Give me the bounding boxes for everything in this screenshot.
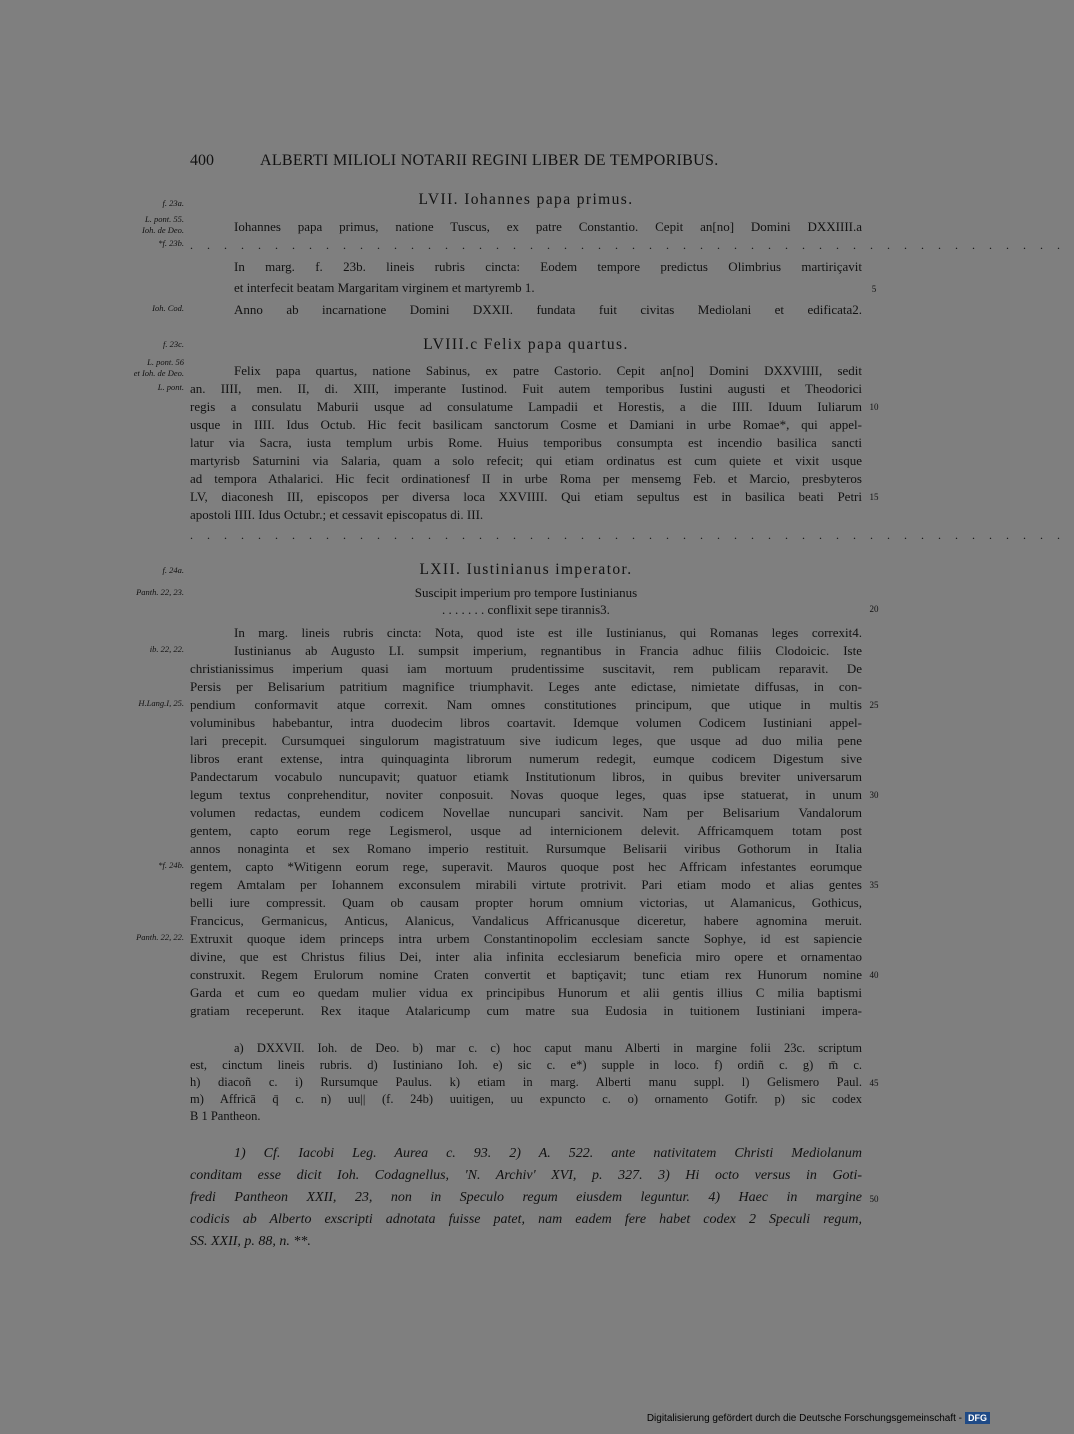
text-line: latur via Sacra, iusta templum urbis Rome. Huius temporibus consumpta est incendio basilica sancti xyxy=(190,435,862,450)
text-line: Extruxit quoque idem princeps intra urbem Constantinopolim ecclesiam sancte Sophye, id est sapiencie xyxy=(190,931,862,946)
line-number: 25 xyxy=(869,700,879,710)
line-number: 35 xyxy=(869,880,879,890)
text-line: regem Amtalam per Iohannem exconsulem mirabili virtute protrivit. Pari etiam modo et alias gentes xyxy=(190,877,862,892)
text-line: 1) Cf. Iacobi Leg. Aurea c. 93. 2) A. 522. ante nativitatem Christi Mediolanum xyxy=(234,1146,862,1161)
margin-note: f. 24a. xyxy=(162,565,184,575)
margin-note: *f. 23b. xyxy=(158,238,184,248)
text-line: ad tempora Athalarici. Hic fecit ordinationesf II in urbe Roma per mensemg Feb. et Marcio, presbyteros xyxy=(190,471,862,486)
page-number: 400 xyxy=(190,152,214,169)
text-line: conditam esse dicit Ioh. Codagnellus, 'N. Archiv' XVI, p. 327. 3) Hi octo versus in Goti- xyxy=(190,1168,862,1183)
footer-text: Digitalisierung gefördert durch die Deutsche Forschungsgemeinschaft - xyxy=(646,1413,962,1424)
text-line: LVII. Iohannes papa primus. xyxy=(418,191,634,208)
text-line: Persis per Belisarium patritium magnifice triumphavit. Leges ante edictase, nimietate diffusas, in con- xyxy=(190,679,862,694)
line-number: 10 xyxy=(869,402,879,412)
text-line: codicis ab Alberto exscripti adnotata fuisse patet, nam eadem fere habet codex 2 Speculi regum, xyxy=(190,1212,862,1227)
text-line: m) Affricā q̄ c. n) uu|| (f. 24b) uuitigen, uu expuncto c. o) ornamento Gotifr. p) sic codex xyxy=(190,1092,862,1106)
line-number: 5 xyxy=(871,284,877,294)
text-line: In marg. lineis rubris cincta: Nota, quod iste est ille Iustinianus, qui Romanas leges correxit4. xyxy=(234,625,862,640)
text-line: annos nonaginta et sex Romano imperio restituit. Rursumque Belisarii viribus Gothorum in Italia xyxy=(190,841,862,856)
text-line: volumen redactas, eundem codicem Novellae nuncupari sancivit. Nam per Belisarium Vandalorum xyxy=(190,805,862,820)
text-line: est, cinctum lineis rubris. d) Iustiniano Ioh. e) sic c. e*) supple in loco. f) ordiñ c. g) m̄ c. xyxy=(190,1058,862,1072)
text-line: Garda et cum eo quedam mulier vidua ex principibus Hunorum et alii gentis illius C milia baptismi xyxy=(190,985,862,1000)
running-title: ALBERTI MILIOLI NOTARII REGINI LIBER DE TEMPORIBUS. xyxy=(260,152,719,169)
text-line: libros erant extense, intra quinquaginta librorum numerum redegit, eumque codicem Digestum sive xyxy=(190,751,862,766)
text-line: h) diacoñ c. i) Rursumque Paulus. k) etiam in marg. Alberti manu suppl. l) Gelismero Paul. xyxy=(190,1075,862,1089)
text-line: usque in IIII. Idus Octub. Hic fecit basilicam sanctorum Cosme et Damiani in urbe Romae*, qui appel- xyxy=(190,417,862,432)
footer-credit xyxy=(647,1412,990,1424)
margin-note: et Ioh. de Deo. xyxy=(133,368,184,378)
text-line: gratiam receperunt. Rex itaque Atalaricump cum matre sua Eudosia in tuitionem Iustiniani impera- xyxy=(190,1003,862,1018)
line-number: 30 xyxy=(869,790,879,800)
text-line: gentem, capto eorum rege Legismerol, usque ad internicionem delevit. Affricamquem totam post xyxy=(190,823,862,838)
text-line: B 1 Pantheon. xyxy=(190,1109,261,1123)
margin-note: Panth. 22, 22. xyxy=(136,932,184,942)
text-line: Pandectarum vocabulo nuncupavit; quatuor etiamk Institutionum libros, in quibus breviter universarum xyxy=(190,769,862,784)
text-line: LV, diaconesh III, episcopos per diversa loca XXVIIII. Qui etiam sepultus est in basilica beati Petri xyxy=(190,489,862,504)
text-line: belli iure compressit. Quam ob causam propter horum omnium victorias, ut Alamanicus, Gothicus, xyxy=(190,895,862,910)
margin-note: f. 23c. xyxy=(162,339,184,349)
margin-note: L. pont. 55. xyxy=(145,214,184,224)
line-number: 45 xyxy=(869,1078,879,1088)
text-line: Suscipit imperium pro tempore Iustinianus xyxy=(414,585,638,600)
line-number: 15 xyxy=(869,492,879,502)
text-line: .................................................... xyxy=(190,528,1074,542)
text-line: .................................................... xyxy=(190,238,1074,252)
text-line: Anno ab incarnatione Domini DXXII. fundata fuit civitas Mediolani et edificata2. xyxy=(234,302,862,317)
margin-note: L. pont. 56 xyxy=(147,357,184,367)
text-line: voluminibus habebantur, intra duodecim libros coartavit. Idemque volumen Codicem Iustiniani appel- xyxy=(190,715,862,730)
margin-note: f. 23a. xyxy=(162,198,184,208)
text-line: gentem, capto *Witigenn eorum rege, superavit. Mauros quoque post hec Affricam infestantes eorumque xyxy=(190,859,862,874)
margin-note: L. pont. xyxy=(157,382,184,392)
line-number: 20 xyxy=(869,604,879,614)
margin-note: Ioh. Cod. xyxy=(152,303,184,313)
text-line: Iustinianus ab Augusto LI. sumpsit imperium, regnantibus in Francia adhuc filiis Clodoicic. Iste xyxy=(234,643,862,658)
text-line: Francicus, Germanicus, Anticus, Alanicus, Vandalicus Affricanusque diceretur, habere agnomina meruit. xyxy=(190,913,862,928)
text-line: a) DXXVII. Ioh. de Deo. b) mar c. c) hoc caput manu Alberti in margine folii 23c. scriptum xyxy=(234,1041,862,1055)
margin-note: H.Lang.I, 25. xyxy=(138,698,184,708)
text-line: pendium conformavit atque correxit. Nam omnes constitutiones principum, que utique in multis xyxy=(190,697,862,712)
dfg-logo: DFG xyxy=(965,1412,990,1424)
text-line: . . . . . . . conflixit sepe tirannis3. xyxy=(442,602,610,617)
text-line: christianissimus imperium quasi iam mortuum prudentissime suscitavit, rem publicam reparavit. De xyxy=(190,661,862,676)
margin-note: Panth. 22, 23. xyxy=(136,587,184,597)
text-line: fredi Pantheon XXII, 23, non in Speculo regum eiusdem leguntur. 4) Haec in margine xyxy=(190,1190,862,1205)
text-line: lari precepit. Cursumquei singulorum magistratuum sive iudicum leges, que usque ad duo milia pene xyxy=(190,733,862,748)
text-line: apostoli IIII. Idus Octubr.; et cessavit episcopatus di. III. xyxy=(190,507,484,522)
text-line: Felix papa quartus, natione Sabinus, ex patre Castorio. Cepit an[no] Domini DXXVIIII, sedit xyxy=(234,363,862,378)
margin-note: *f. 24b. xyxy=(158,860,184,870)
margin-note: ib. 22, 22. xyxy=(149,644,184,654)
text-line: et interfecit beatam Margaritam virginem et martyremb 1. xyxy=(234,280,535,295)
line-number: 40 xyxy=(869,970,879,980)
text-line: regis a consulatu Maburii usque ad consulatume Lampadii et Horestis, a die IIII. Iduum Iuliarum xyxy=(190,399,862,414)
line-number: 50 xyxy=(869,1194,879,1204)
text-line: LVIII.c Felix papa quartus. xyxy=(423,336,629,353)
text-line: In marg. f. 23b. lineis rubris cincta: Eodem tempore predictus Olimbrius martiriçavit xyxy=(234,259,862,274)
text-line: an. IIII, men. II, di. XIII, imperante Iustinod. Fuit autem temporibus Iustini augusti et Theodorici xyxy=(190,381,862,396)
text-line: construxit. Regem Erulorum nomine Craten convertit et baptiçavit; tunc etiam rex Hunorum nomine xyxy=(190,967,862,982)
text-line: divine, que est Christus filius Dei, inter alia infinita ecclesiarum beneficia miro opere et ornamentao xyxy=(190,949,862,964)
text-line: Iohannes papa primus, natione Tuscus, ex patre Constantio. Cepit an[no] Domini DXXIIII.a xyxy=(234,219,862,234)
margin-note: Ioh. de Deo. xyxy=(141,225,184,235)
text-line: LXII. Iustinianus imperator. xyxy=(419,561,633,578)
text-line: SS. XXII, p. 88, n. **. xyxy=(190,1234,311,1249)
text-line: martyrisb Saturnini via Salaria, quam a solo refecit; qui etiam ordinatus est cum quiete et vixit usque xyxy=(190,453,862,468)
text-line: legum textus conprehenditur, noviter conposuit. Novas quoque leges, quas ipse statuerat, in unum xyxy=(190,787,862,802)
